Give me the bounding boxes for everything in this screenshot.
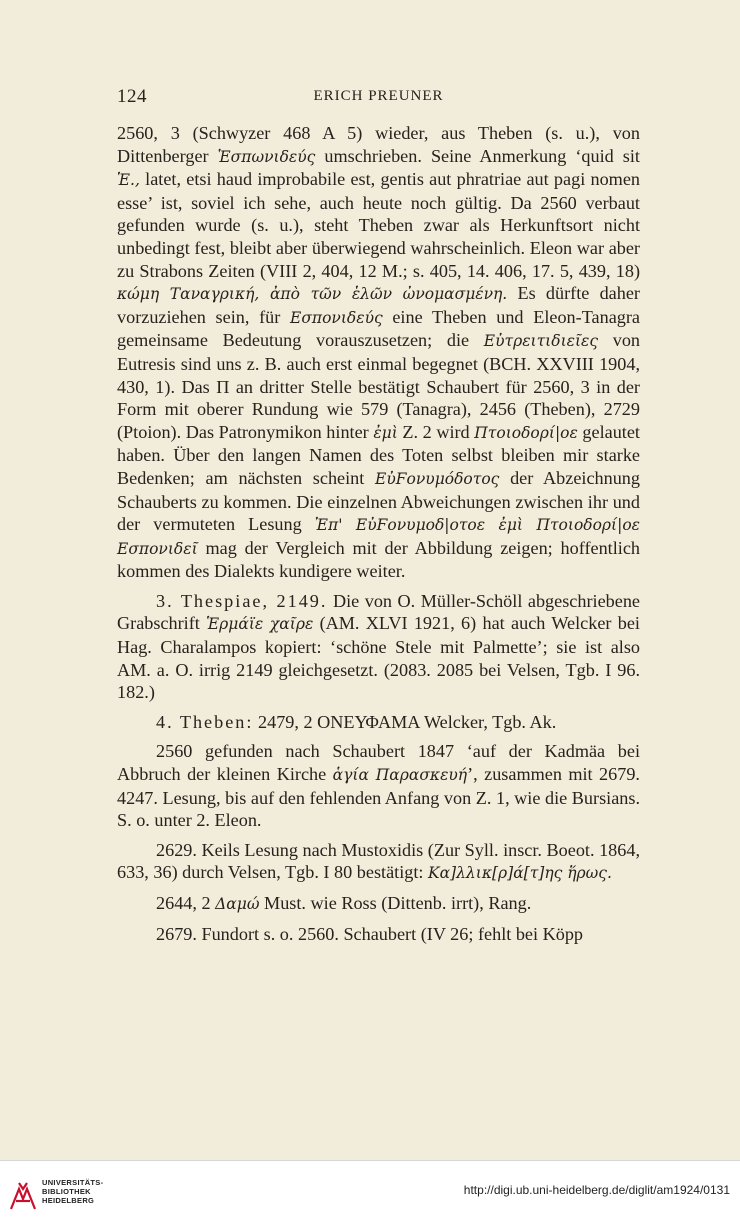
text-run: Es dürfte daher vorzuziehen sein, für	[117, 283, 640, 327]
text-run: 2560 gefunden nach Schaubert 1847 ‘auf der Kadmäa bei Abbruch der kleinen Kirche	[117, 741, 640, 785]
text-run: Z. 2 wird	[397, 421, 475, 442]
page-body	[117, 122, 640, 945]
greek-text: Πτοιοδορί|οε	[474, 423, 578, 442]
text-run: von Eutresis sind uns z. B. auch erst einmal begegnet (BCH. XXVIII 1904, 430, 1). Das Π an dritter Stelle bestätigt Schaubert für 2560, 3 in der Form mit oberer Rundung wie 579 (Tanagra), 2456 (Theben), 2729 (Ptoion). Das Patronymikon hinter	[117, 330, 640, 442]
paragraph	[117, 839, 640, 885]
library-name	[42, 1178, 103, 1205]
text-run: der Abzeichnung Schauberts zu kommen. Die einzelnen Abweichungen zwischen ihr und der vermuteten Lesung	[117, 467, 640, 535]
text-run: Die von O. Müller-Schöll abgeschriebene Grabschrift	[117, 590, 640, 634]
greek-text: Εὐτρειτιδιεῖες	[483, 332, 599, 351]
greek-text: ἐμὶ	[373, 423, 398, 442]
ub-heidelberg-logo-icon[interactable]	[8, 1179, 38, 1213]
text-run: 2629. Keils Lesung nach Mustoxidis (Zur Syll. inscr. Boeot. 1864, 633, 36) durch Velsen, Tgb. I 80 bestätigt:	[117, 839, 640, 883]
library-line: UNIVERSITÄTS-	[42, 1178, 104, 1187]
running-head: ERICH PREUNER	[313, 88, 444, 104]
text-run: 2560, 3 (Schwyzer 468 A 5) wieder, aus Theben (s. u.), von Dittenberger	[117, 123, 640, 166]
greek-text: Δαμώ	[215, 895, 260, 913]
paragraph	[117, 892, 640, 916]
greek-text: ΕὐϜονυμόδοτος	[375, 469, 500, 488]
text-run: Must. wie Ross (Dittenb. irrt), Rang.	[259, 893, 532, 913]
greek-text: Ἐπ' ΕὐϜονυμοδ|οτοε ἐμὶ Πτοιοδορί|οε Εσπονιδεῖ	[117, 516, 640, 558]
text-run: gelautet haben. Über den langen Namen des Toten selbst bleiben mir starke Bedenken; am nächsten scheint	[117, 421, 640, 488]
text-run: mag der Vergleich mit der Abbildung zeigen; hoffentlich kommen des Dialekts kundigere weiter.	[117, 537, 640, 582]
greek-text: Ἑ.,	[117, 171, 140, 190]
greek-text: Ἑσπωνιδεύς	[217, 147, 316, 166]
text-run: ’, zusammen mit 2679. 4247. Lesung, bis auf den fehlenden Anfang von Z. 1, wie die Bursians. S. o. unter 2. Eleon.	[117, 764, 640, 831]
page-number: 124	[117, 86, 147, 107]
text-run: 2679. Fundort s. o. 2560. Schaubert (IV 26; fehlt bei Köpp	[156, 923, 584, 944]
permalink-url[interactable]: http://digi.ub.uni-heidelberg.de/diglit/am1924/0131	[463, 1183, 730, 1197]
section-heading: 4. Theben:	[156, 711, 254, 732]
paragraph	[117, 740, 640, 831]
text-run: latet, etsi haud improbabile est, gentis aut phratriae aut pagi nomen esse’ ist, soviel ich sehe, auch heute noch gültig. Da 2560 verbaut gefunden wurde (s. u.), steht Theben zwar als Herkunftsort nicht unbedingt fest, bleibt aber überwiegend wahrscheinlich. Eleon war aber zu Strabons Zeiten (VIII 2, 404, 12 M.; s. 405, 14. 406, 17. 5, 439, 18)	[117, 169, 640, 281]
text-run: umschrieben. Seine Anmerkung ‘quid sit	[315, 145, 640, 166]
text-run: (AM. XLVI 1921, 6) hat auch Welcker bei Hag. Charalampos kopiert: ‘schöne Stele mit Palmette’; sie ist also AM. a. O. irrig 2149 gleichgesetzt. (2083. 2085 bei Velsen, Tgb. I 96. 182.)	[117, 613, 640, 703]
greek-text: Εσπονιδεύς	[290, 308, 383, 327]
library-line: HEIDELBERG	[42, 1196, 95, 1205]
paragraph	[117, 122, 640, 583]
text-run: eine Theben und Eleon-Tanagra gemeinsame Bedeutung vorauszusetzen; die	[117, 306, 640, 351]
library-line: BIBLIOTHEK	[42, 1187, 91, 1196]
text-run: 2479, 2 ΟΝΕΥΦΑΜΑ Welcker, Tgb. Ak.	[253, 711, 557, 732]
section-heading: 3. Thespiae, 2149.	[156, 590, 328, 611]
paragraph	[117, 711, 640, 734]
paragraph	[117, 590, 640, 704]
page-header	[117, 86, 640, 110]
greek-text: Κα]λλικ[ρ]ά[τ]ης ἥρως.	[428, 864, 612, 883]
viewer-footer	[0, 1160, 740, 1225]
greek-text: ἁγία Παρασκευή	[332, 766, 468, 785]
greek-text: κώμη Ταναγρική, ἀπὸ τῶν ἑλῶν ὠνομασμένη.	[117, 285, 508, 304]
paragraph	[117, 923, 640, 946]
greek-text: Ἑρμάϊε χαῖρε	[206, 615, 314, 634]
text-run: 2644, 2	[156, 893, 216, 913]
